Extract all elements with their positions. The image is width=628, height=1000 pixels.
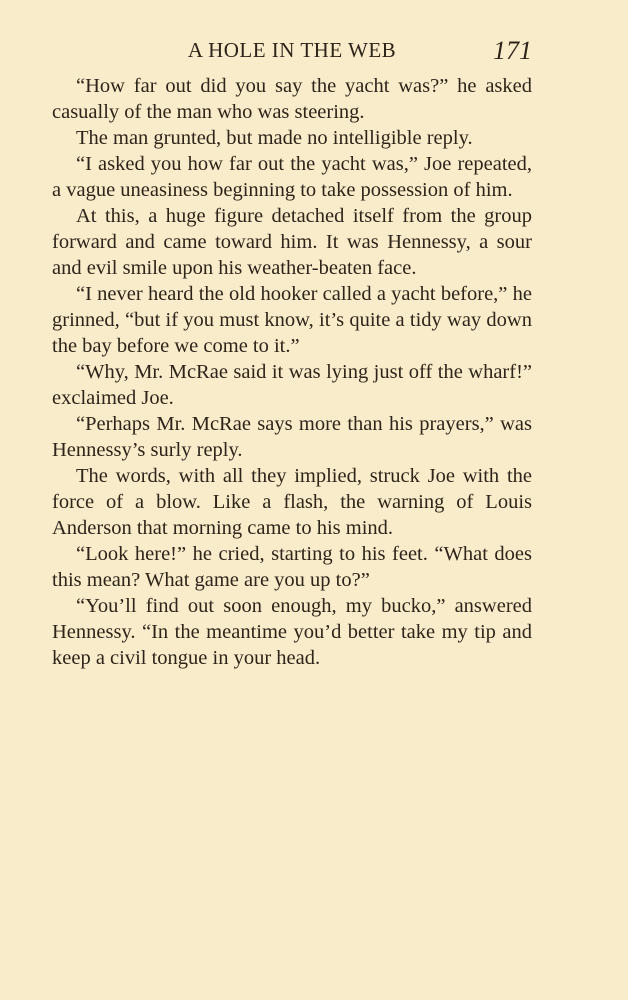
paragraph: “You’ll find out soon enough, my bucko,” answered Hennessy. “In the meantime you’d better take my tip and keep a civil tongue in your head. <box>52 595 532 669</box>
paragraph: The man grunted, but made no intelligible reply. <box>76 127 473 149</box>
body-text <box>52 73 532 671</box>
paragraph: “I asked you how far out the yacht was,” Joe repeated, a vague uneasiness beginning to take possession of him. <box>52 153 532 201</box>
page-number: 171 <box>493 36 532 65</box>
paragraph: “Why, Mr. McRae said it was lying just off the wharf!” exclaimed Joe. <box>52 361 532 409</box>
running-head-title: A HOLE IN THE WEB <box>187 38 397 62</box>
paragraph: “Look here!” he cried, starting to his feet. “What does this mean? What game are you up to?” <box>52 543 532 591</box>
paragraph: The words, with all they implied, struck Joe with the force of a blow. Like a flash, the warning of Louis Anderson that morning came to his mind. <box>52 465 532 539</box>
paragraph: “How far out did you say the yacht was?” he asked casually of the man who was steering. <box>52 75 532 123</box>
running-head <box>52 36 532 68</box>
paragraph: “Perhaps Mr. McRae says more than his prayers,” was Hennessy’s surly reply. <box>52 413 532 461</box>
paragraph: At this, a huge figure detached itself from the group forward and came toward him. It was Hennessy, a sour and evil smile upon his weather-beaten face. <box>52 205 532 279</box>
paragraph: “I never heard the old hooker called a yacht before,” he grinned, “but if you must know, it’s quite a tidy way down the bay before we come to it.” <box>52 283 532 357</box>
